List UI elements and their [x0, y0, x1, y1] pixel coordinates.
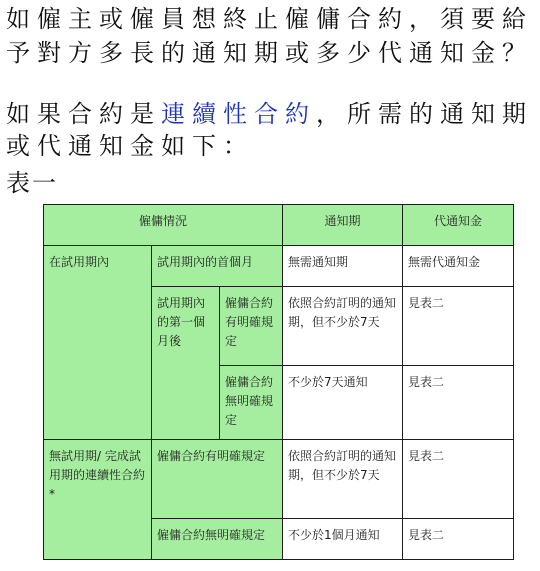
notice-period-table — [43, 204, 514, 560]
first-month-payment: 無需代通知金 — [403, 246, 514, 287]
first-month-notice: 無需通知期 — [283, 246, 403, 287]
table-header-row — [44, 205, 514, 246]
table-title: 表一 — [6, 169, 58, 197]
no-probation-without-terms-notice: 不少於1個月通知 — [283, 519, 403, 560]
after-first-month-label: 試用期內的第一個月後 — [152, 287, 220, 440]
probation-label: 在試用期內 — [44, 246, 152, 440]
no-probation-with-terms-payment: 見表二 — [403, 440, 514, 519]
intro-prefix: 如果合約是 — [6, 100, 161, 128]
no-probation-without-terms-label: 僱傭合約無明確規定 — [152, 519, 283, 560]
continuous-contract-link[interactable]: 連續性合約 — [161, 100, 316, 128]
table-row — [44, 440, 514, 519]
no-probation-label: 無試用期/ 完成試用期的連續性合約* — [44, 440, 152, 560]
probation-with-terms-payment: 見表二 — [403, 287, 514, 366]
probation-without-terms-label: 僱傭合約無明確規定 — [220, 366, 283, 440]
no-probation-without-terms-payment: 見表二 — [403, 519, 514, 560]
first-month-label: 試用期內的首個月 — [152, 246, 283, 287]
intro-suffix: ，所需的通知期或代通知金如下： — [6, 100, 533, 160]
header-notice: 通知期 — [283, 205, 403, 246]
probation-with-terms-notice: 依照合約訂明的通知期，但不少於7天 — [283, 287, 403, 366]
intro-paragraph — [6, 98, 536, 162]
faq-question: 如僱主或僱員想終止僱傭合約，須要給予對方多長的通知期或多少代通知金？ — [6, 5, 533, 67]
probation-with-terms-label: 僱傭合約有明確規定 — [220, 287, 283, 366]
probation-without-terms-notice: 不少於7天通知 — [283, 366, 403, 440]
header-payment: 代通知金 — [403, 205, 514, 246]
probation-without-terms-payment: 見表二 — [403, 366, 514, 440]
table-row — [44, 246, 514, 287]
no-probation-with-terms-notice: 依照合約訂明的通知期，但不少於7天 — [283, 440, 403, 519]
header-situation: 僱傭情況 — [44, 205, 283, 246]
no-probation-with-terms-label: 僱傭合約有明確規定 — [152, 440, 283, 519]
